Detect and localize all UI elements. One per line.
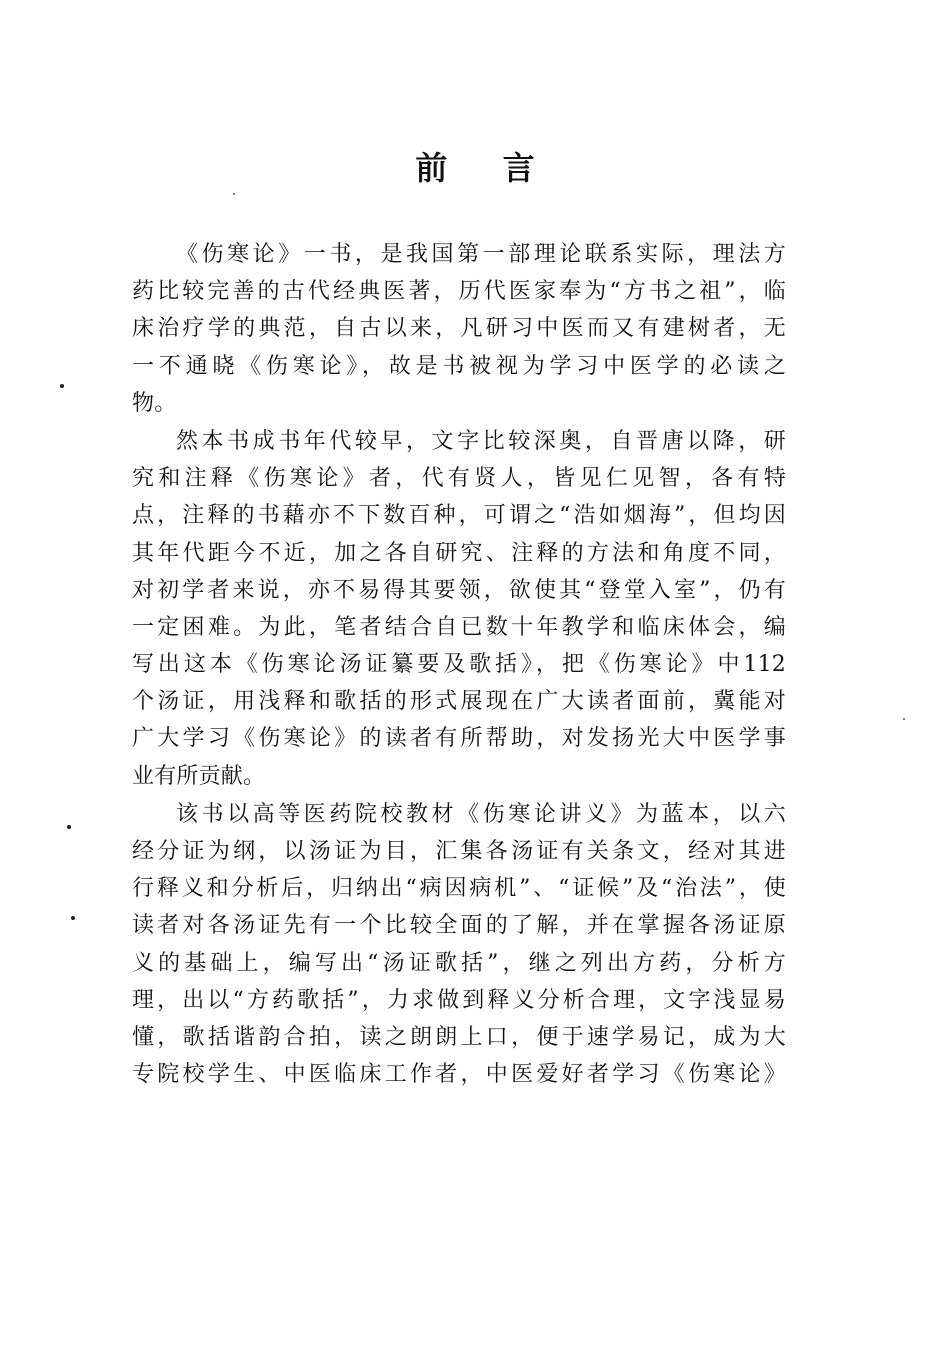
text-line: 义的基础上，编写出“汤证歌括”，继之列出方药，分析方 (132, 950, 786, 976)
text-line: 业有所贡献。 (132, 763, 266, 789)
text-line: 床治疗学的典范，自古以来，凡研习中医而又有建树者，无 (132, 316, 786, 342)
scan-speck (67, 825, 71, 829)
text-line: 一定困难。为此，笔者结合自已数十年教学和临床体会，编 (132, 614, 786, 640)
text-line: 广大学习《伤寒论》的读者有所帮助，对发扬光大中医学事 (132, 726, 786, 752)
text-line: 懂，歌括谐韵合拍，读之朗朗上口，便于速学易记，成为大 (132, 1024, 786, 1050)
text-line: 读者对各汤证先有一个比较全面的了解，并在掌握各汤证原 (132, 913, 786, 939)
scan-speck (233, 193, 235, 195)
text-line: 其年代距今不近，加之各自研究、注释的方法和角度不同， (132, 540, 786, 566)
text-line: 《伤寒论》一书，是我国第一部理论联系实际，理法方 (176, 242, 786, 267)
scan-speck (903, 718, 905, 720)
page-title (0, 149, 950, 187)
text-line: 药比较完善的古代经典医著，历代医家奉为“方书之祖”，临 (132, 279, 786, 305)
text-line: 然本书成书年代较早，文字比较深奥，自晋唐以降，研 (176, 428, 786, 454)
text-line: 经分证为纲，以汤证为目，汇集各汤证有关条文，经对其进 (132, 839, 786, 864)
text-line: 个汤证，用浅释和歌括的形式展现在广大读者面前，冀能对 (132, 689, 786, 715)
text-line: 物。 (132, 390, 177, 416)
paragraph-1 (132, 236, 786, 422)
title-char-1: 前 (415, 149, 448, 187)
paragraph-2 (132, 423, 786, 795)
scan-speck (71, 916, 75, 920)
text-line: 写出这本《伤寒论汤证纂要及歌括》，把《伤寒论》中112 (132, 652, 786, 678)
text-line: 理，出以“方药歌括”，力求做到释义分析合理，文字浅显易 (132, 987, 786, 1013)
title-char-2: 言 (502, 149, 535, 187)
text-line: 行释义和分析后，归纳出“病因病机”、“证候”及“治法”，使 (132, 876, 786, 902)
paragraph-3 (132, 796, 786, 1094)
text-line: 一不通晓《伤寒论》，故是书被视为学习中医学的必读之 (132, 353, 786, 379)
scan-speck (60, 384, 64, 388)
text-line: 对初学者来说，亦不易得其要领，欲使其“登堂入室”，仍有 (132, 577, 786, 603)
body-text (132, 236, 786, 1094)
text-line: 该书以高等医药院校教材《伤寒论讲义》为蓝本，以六 (176, 801, 786, 827)
text-line: 专院校学生、中医临床工作者，中医爱好者学习《伤寒论》 (132, 1062, 786, 1088)
text-line: 点，注释的书藉亦不下数百种，可谓之“浩如烟海”，但均因 (132, 503, 786, 529)
text-line: 究和注释《伤寒论》者，代有贤人，皆见仁见智，各有特 (132, 466, 786, 492)
